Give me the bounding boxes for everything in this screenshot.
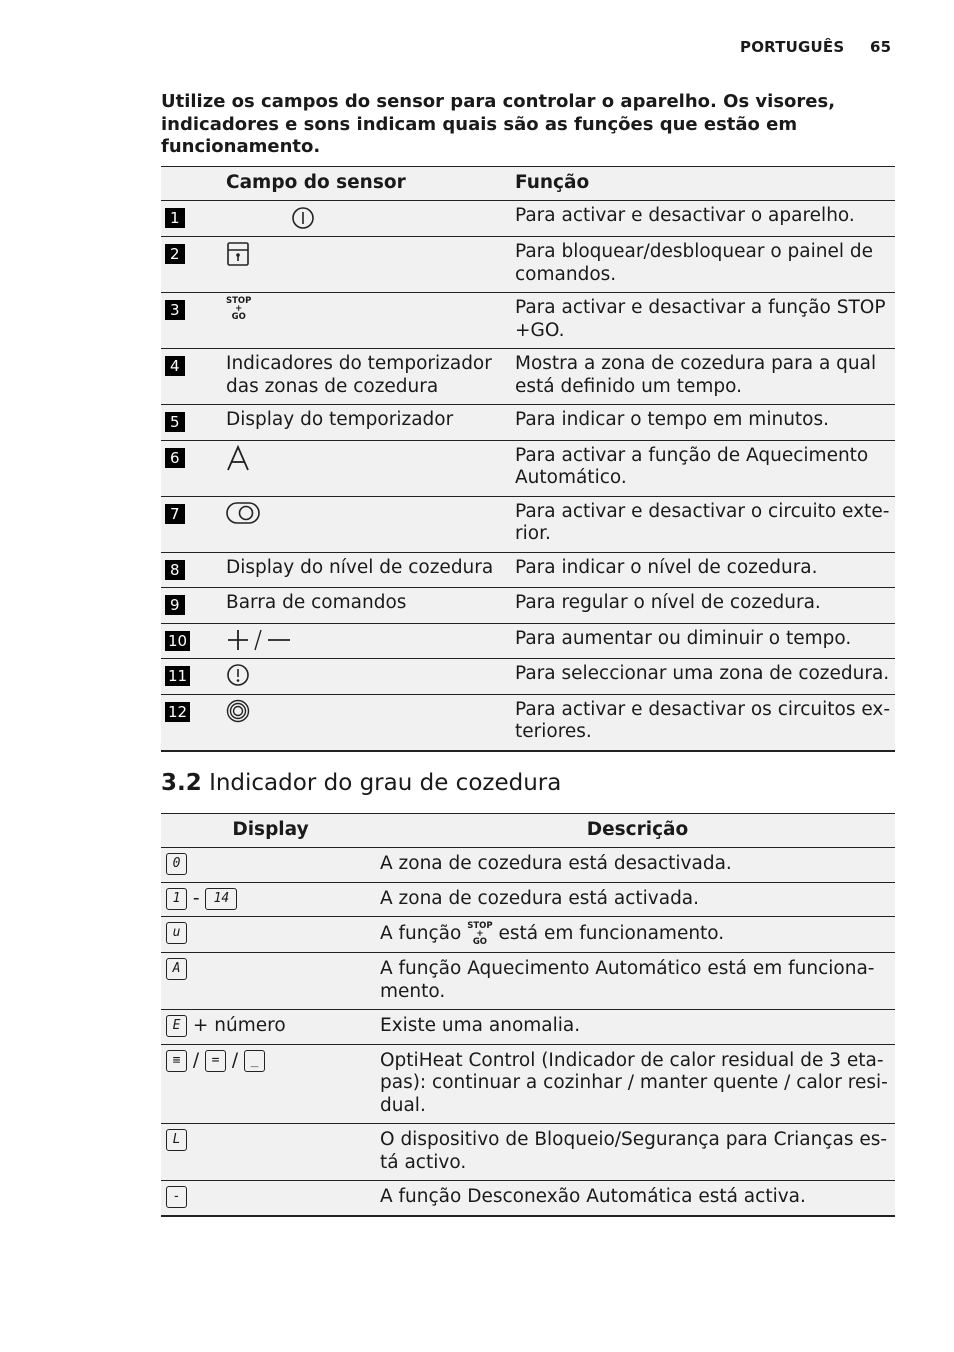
header-sensor-field: Campo do sensor [226,172,406,193]
seven-segment-display: E [166,1015,187,1037]
row-number: 10 [165,631,190,651]
row-number: 12 [165,702,190,722]
stop-go-icon: STOP + GO [226,296,252,322]
seven-segment-display: _ [244,1050,265,1072]
field-text: Barra de comandos [226,592,407,613]
seven-segment-display: ≡ [166,1050,187,1072]
function-text: Para seleccionar uma zona de cozedura. [515,663,890,684]
section-heading [161,770,561,796]
section-title: Indicador do grau de cozedura [209,770,562,796]
row-number: 11 [165,666,190,686]
outer-circuit-icon [226,501,260,525]
page-header [740,38,892,56]
zone-select-icon [226,663,250,687]
seven-segment-display: 0 [166,853,187,875]
table-row [161,659,895,695]
table-row [161,694,895,751]
seven-segment-display: 1 [166,888,187,910]
header-display: Display [232,819,309,840]
outer-circuits-icon [226,699,250,723]
seven-segment-display: L [166,1129,187,1151]
display-table [161,813,895,1217]
intro-text: Utilize os campos do sensor para controlar o aparelho. Os visores, indicadores e sons indicam quais são as funções que estão em funcionamento. [161,91,836,157]
row-number: 1 [165,208,185,228]
table-row [161,623,895,659]
function-text: Para activar e desactivar a função STOP +GO. [515,297,886,341]
table-row [161,848,895,883]
table-row [161,405,895,441]
row-number: 2 [165,244,185,264]
description-text: A zona de cozedura está activada. [380,887,700,909]
table-row: 1 - 14 A zona de cozedura está activada. [161,882,895,917]
function-text: Para regular o nível de cozedura. [515,592,821,613]
row-number: 9 [165,595,185,615]
row-number: 7 [165,504,185,524]
header-language: PORTUGUÊS [740,38,845,56]
table-row [161,552,895,588]
section-number: 3.2 [161,770,202,796]
function-text: Para indicar o tempo em minutos. [515,409,830,430]
table-row: ≡ / = / _ OptiHeat Control (Indicador de calor residual de 3 eta- pas): continuar a cozinhar / manter quente / calor resi- dual. [161,1044,895,1124]
seven-segment-display: u [166,922,187,944]
table-row [161,349,895,405]
power-icon [291,206,315,230]
function-text: Para aumentar ou diminuir o tempo. [515,627,852,649]
row-number: 4 [165,356,185,376]
field-text: Display do nível de cozedura [226,556,494,578]
seven-segment-display: - [166,1186,187,1208]
field-text: Indicadores do temporizador das zonas de cozedura [226,353,492,397]
description-text: O dispositivo de Bloqueio/Segurança para Crianças es- tá activo. [380,1129,888,1173]
table-row [161,917,895,953]
header-description: Descrição [586,819,689,840]
table-row [161,496,895,552]
header-function: Função [515,172,590,193]
sensor-field-table [161,166,895,752]
row-number: 6 [165,448,185,468]
table-header-row [161,167,895,201]
table-row [161,1124,895,1181]
function-text: Para indicar o nível de cozedura. [515,556,818,578]
seven-segment-display: A [166,958,187,980]
description-text: A zona de cozedura está desactivada. [380,853,732,874]
table-row [161,201,895,237]
seven-segment-display: = [205,1050,226,1072]
table-row [161,237,895,293]
row-number: 8 [165,560,185,580]
table-row [161,1010,895,1045]
function-text: Para activar e desactivar os circuitos ex- teriores. [515,698,891,742]
page-number: 65 [870,38,892,56]
table-row [161,588,895,624]
field-text: Display do temporizador [226,409,454,430]
description-text: OptiHeat Control (Indicador de calor residual de 3 eta- pas): continuar a cozinhar / manter quente / calor resi- dual. [380,1049,888,1116]
lock-icon [226,241,250,267]
description-text: Existe uma anomalia. [380,1015,581,1036]
table-row [161,440,895,496]
description-text: A função Desconexão Automática está activa. [380,1186,806,1207]
function-text: Para activar e desactivar o circuito exte- rior. [515,500,890,544]
stop-go-icon: STOP + GO [467,921,493,947]
description-text: A função STOP + GO está em funcionamento. [380,921,725,947]
function-text: Para activar e desactivar o aparelho. [515,205,855,226]
display-suffix: + número [192,1015,286,1036]
description-text: A função Aquecimento Automático está em funciona- mento. [380,958,875,1002]
function-text: Para bloquear/desbloquear o painel de comandos. [515,241,874,285]
table-row [161,1181,895,1216]
table-row [161,293,895,349]
function-text: Para activar a função de Aquecimento Automático. [515,444,869,488]
table-row [161,953,895,1010]
auto-heat-icon [226,445,250,471]
plus-minus-icon [226,628,292,652]
seven-segment-display: 14 [205,888,237,910]
row-number: 5 [165,412,185,432]
row-number: 3 [165,300,185,320]
function-text: Mostra a zona de cozedura para a qual está definido um tempo. [515,353,877,397]
table-header-row [161,814,895,848]
